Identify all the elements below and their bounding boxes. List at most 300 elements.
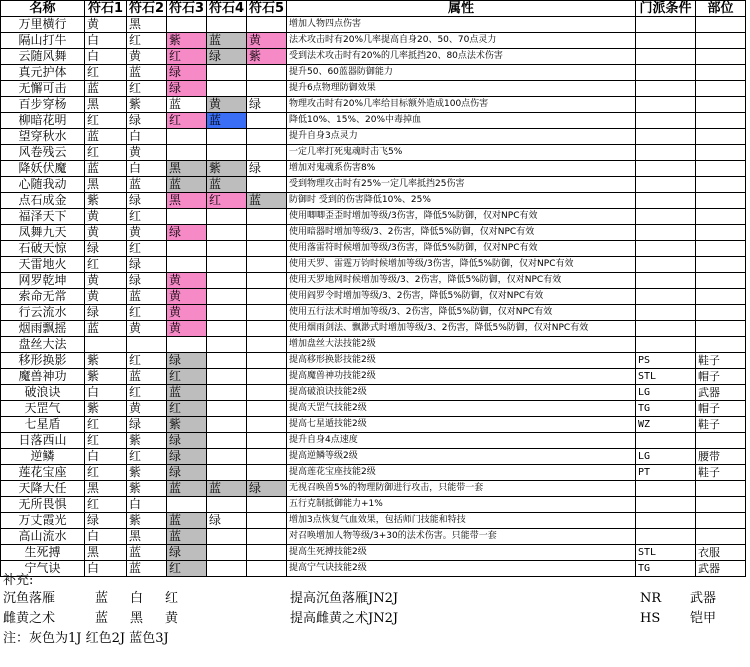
rune-5-cell <box>247 385 287 401</box>
table-row <box>1 17 746 33</box>
rune-4-cell <box>207 273 247 289</box>
rune-5-cell <box>247 241 287 257</box>
rune-2-cell: 红 <box>127 33 167 49</box>
header-rune-1: 符石1 <box>85 1 127 17</box>
rune-1-cell: 紫 <box>85 369 127 385</box>
rune-5-cell: 黄 <box>247 33 287 49</box>
attribute-cell: 增加对鬼魂系伤害8% <box>287 161 636 177</box>
rune-5-cell <box>247 497 287 513</box>
rune-1-cell: 红 <box>85 65 127 81</box>
rune-1-cell: 黄 <box>85 289 127 305</box>
school-requirement-cell: PT <box>636 465 696 481</box>
rune-3-cell: 绿 <box>167 65 207 81</box>
school-requirement-cell <box>636 209 696 225</box>
rune-1-cell: 红 <box>85 113 127 129</box>
table-row <box>1 433 746 449</box>
rune-1-cell: 紫 <box>85 193 127 209</box>
header-school-requirement: 门派条件 <box>636 1 696 17</box>
rune-1-cell: 紫 <box>85 353 127 369</box>
rune-1-cell: 黑 <box>85 481 127 497</box>
slot-cell <box>696 17 746 33</box>
rune-5-cell <box>247 113 287 129</box>
rune-4-cell: 绿 <box>207 513 247 529</box>
rune-set-name: 云随风舞 <box>1 49 85 65</box>
rune-set-name: 七星盾 <box>1 417 85 433</box>
notes-section <box>0 570 750 667</box>
note-1-slot: 武器 <box>690 591 717 606</box>
rune-set-name: 生死搏 <box>1 545 85 561</box>
slot-cell <box>696 113 746 129</box>
rune-1-cell: 蓝 <box>85 81 127 97</box>
note-1-rune-2: 白 <box>130 591 144 606</box>
rune-2-cell: 黑 <box>127 529 167 545</box>
rune-1-cell: 黄 <box>85 273 127 289</box>
slot-cell <box>696 497 746 513</box>
rune-2-cell: 蓝 <box>127 289 167 305</box>
slot-cell: 帽子 <box>696 369 746 385</box>
rune-3-cell: 黑 <box>167 193 207 209</box>
rune-4-cell: 紫 <box>207 161 247 177</box>
note-1-rune-3: 红 <box>165 591 179 606</box>
rune-set-name: 降妖伏魔 <box>1 161 85 177</box>
school-requirement-cell <box>636 193 696 209</box>
rune-5-cell <box>247 273 287 289</box>
rune-3-cell: 蓝 <box>167 529 207 545</box>
rune-3-cell: 红 <box>167 369 207 385</box>
rune-set-name: 天罡气 <box>1 401 85 417</box>
table-row <box>1 241 746 257</box>
rune-1-cell <box>85 337 127 353</box>
rune-3-cell: 蓝 <box>167 481 207 497</box>
rune-4-cell: 蓝 <box>207 177 247 193</box>
school-requirement-cell <box>636 241 696 257</box>
attribute-cell: 无视召唤兽5%的物理防御进行攻击，只能带一套 <box>287 481 636 497</box>
slot-cell <box>696 97 746 113</box>
header-row <box>1 1 746 17</box>
rune-2-cell: 紫 <box>127 481 167 497</box>
rune-4-cell <box>207 257 247 273</box>
rune-set-name: 凤舞九天 <box>1 225 85 241</box>
school-requirement-cell <box>636 129 696 145</box>
school-requirement-cell <box>636 513 696 529</box>
rune-set-name: 日落西山 <box>1 433 85 449</box>
table-row <box>1 385 746 401</box>
rune-2-cell: 绿 <box>127 113 167 129</box>
slot-cell <box>696 129 746 145</box>
rune-5-cell <box>247 417 287 433</box>
rune-4-cell <box>207 81 247 97</box>
slot-cell: 衣服 <box>696 545 746 561</box>
slot-cell <box>696 289 746 305</box>
rune-1-cell: 红 <box>85 465 127 481</box>
rune-4-cell: 绿 <box>207 49 247 65</box>
rune-5-cell <box>247 337 287 353</box>
attribute-cell: 增加盘丝大法技能2级 <box>287 337 636 353</box>
school-requirement-cell: STL <box>636 545 696 561</box>
rune-1-cell: 黑 <box>85 545 127 561</box>
table-row <box>1 177 746 193</box>
rune-3-cell <box>167 241 207 257</box>
attribute-cell: 五行克制抵御能力+1% <box>287 497 636 513</box>
rune-3-cell: 黄 <box>167 289 207 305</box>
rune-2-cell: 绿 <box>127 273 167 289</box>
rune-4-cell <box>207 433 247 449</box>
rune-set-name: 风卷残云 <box>1 145 85 161</box>
rune-3-cell: 蓝 <box>167 513 207 529</box>
school-requirement-cell: TG <box>636 401 696 417</box>
table-row <box>1 465 746 481</box>
table-row <box>1 401 746 417</box>
rune-2-cell: 黄 <box>127 225 167 241</box>
rune-1-cell: 蓝 <box>85 161 127 177</box>
note-2-rune-3: 黄 <box>165 611 179 626</box>
rune-1-cell: 红 <box>85 497 127 513</box>
school-requirement-cell: LG <box>636 385 696 401</box>
rune-3-cell: 黑 <box>167 161 207 177</box>
note-1-name: 沉鱼落雁 <box>3 591 56 606</box>
rune-5-cell <box>247 289 287 305</box>
rune-2-cell: 黄 <box>127 145 167 161</box>
rune-3-cell: 绿 <box>167 449 207 465</box>
school-requirement-cell <box>636 289 696 305</box>
rune-4-cell <box>207 401 247 417</box>
note-2-requirement: HS <box>640 611 661 626</box>
attribute-cell: 增加人物四点伤害 <box>287 17 636 33</box>
rune-set-name: 天雷地火 <box>1 257 85 273</box>
slot-cell: 帽子 <box>696 401 746 417</box>
rune-4-cell: 黄 <box>207 97 247 113</box>
note-2-rune-2: 黑 <box>130 611 144 626</box>
slot-cell <box>696 65 746 81</box>
rune-3-cell: 紫 <box>167 417 207 433</box>
rune-5-cell: 紫 <box>247 49 287 65</box>
table-row <box>1 289 746 305</box>
rune-1-cell: 白 <box>85 33 127 49</box>
rune-3-cell: 红 <box>167 401 207 417</box>
school-requirement-cell <box>636 529 696 545</box>
rune-4-cell <box>207 497 247 513</box>
rune-5-cell <box>247 145 287 161</box>
rune-5-cell <box>247 17 287 33</box>
slot-cell <box>696 145 746 161</box>
table-row <box>1 513 746 529</box>
rune-2-cell <box>127 337 167 353</box>
school-requirement-cell <box>636 113 696 129</box>
rune-4-cell <box>207 225 247 241</box>
rune-5-cell <box>247 257 287 273</box>
school-requirement-cell <box>636 81 696 97</box>
rune-5-cell <box>247 465 287 481</box>
slot-cell <box>696 81 746 97</box>
rune-5-cell <box>247 433 287 449</box>
rune-4-cell <box>207 129 247 145</box>
attribute-cell: 提升50、60蓝器防御能力 <box>287 65 636 81</box>
slot-cell <box>696 305 746 321</box>
rune-2-cell: 红 <box>127 353 167 369</box>
rune-1-cell: 蓝 <box>85 129 127 145</box>
school-requirement-cell <box>636 497 696 513</box>
rune-4-cell <box>207 65 247 81</box>
rune-set-name: 点石成金 <box>1 193 85 209</box>
attribute-cell: 提升6点物理防御效果 <box>287 81 636 97</box>
attribute-cell: 使用阎罗令时增加等级/3、2伤害，降低5%防御，仅对NPC有效 <box>287 289 636 305</box>
slot-cell <box>696 481 746 497</box>
rune-2-cell: 绿 <box>127 257 167 273</box>
attribute-cell: 使用五行法术时增加等级/3、2伤害，降低5%防御，仅对NPC有效 <box>287 305 636 321</box>
attribute-cell: 物理攻击时有20%几率给目标额外造成100点伤害 <box>287 97 636 113</box>
attribute-cell: 降低10%、15%、20%中毒掉血 <box>287 113 636 129</box>
rune-3-cell <box>167 257 207 273</box>
rune-4-cell <box>207 385 247 401</box>
rune-4-cell <box>207 545 247 561</box>
rune-2-cell: 黑 <box>127 17 167 33</box>
rune-1-cell: 白 <box>85 385 127 401</box>
rune-3-cell <box>167 17 207 33</box>
attribute-cell: 使用暗器时增加等级/3、2伤害，降低5%防御，仅对NPC有效 <box>287 225 636 241</box>
rune-2-cell: 蓝 <box>127 65 167 81</box>
school-requirement-cell <box>636 65 696 81</box>
rune-2-cell: 白 <box>127 161 167 177</box>
rune-set-name: 望穿秋水 <box>1 129 85 145</box>
attribute-cell: 对召唤增加人物等级/3+30的法术伤害。只能带一套 <box>287 529 636 545</box>
school-requirement-cell <box>636 49 696 65</box>
attribute-cell: 提高七星遁技能2级 <box>287 417 636 433</box>
rune-5-cell <box>247 209 287 225</box>
rune-4-cell <box>207 465 247 481</box>
header-rune-4: 符石4 <box>207 1 247 17</box>
header-rune-3: 符石3 <box>167 1 207 17</box>
rune-set-name: 行云流水 <box>1 305 85 321</box>
table-row <box>1 49 746 65</box>
rune-3-cell: 绿 <box>167 433 207 449</box>
rune-4-cell <box>207 417 247 433</box>
rune-set-name: 高山流水 <box>1 529 85 545</box>
header-slot: 部位 <box>696 1 746 17</box>
rune-3-cell <box>167 209 207 225</box>
rune-4-cell <box>207 209 247 225</box>
rune-2-cell: 紫 <box>127 433 167 449</box>
rune-1-cell: 黄 <box>85 17 127 33</box>
slot-cell <box>696 513 746 529</box>
rune-2-cell: 蓝 <box>127 369 167 385</box>
rune-2-cell: 白 <box>127 129 167 145</box>
rune-3-cell: 黄 <box>167 273 207 289</box>
attribute-cell: 使用天罗、雷霆万钧时候增加等级/3伤害，降低5%防御，仅对NPC有效 <box>287 257 636 273</box>
rune-4-cell <box>207 305 247 321</box>
table-row <box>1 529 746 545</box>
slot-cell: 武器 <box>696 385 746 401</box>
slot-cell <box>696 433 746 449</box>
rune-4-cell <box>207 449 247 465</box>
slot-cell <box>696 193 746 209</box>
rune-4-cell <box>207 321 247 337</box>
rune-set-name: 福泽天下 <box>1 209 85 225</box>
school-requirement-cell: LG <box>636 449 696 465</box>
rune-2-cell: 红 <box>127 81 167 97</box>
attribute-cell: 使用天罗地网时候增加等级/3、2伤害，降低5%防御，仅对NPC有效 <box>287 273 636 289</box>
table-row <box>1 481 746 497</box>
table-row <box>1 417 746 433</box>
rune-2-cell: 紫 <box>127 97 167 113</box>
rune-4-cell <box>207 529 247 545</box>
note-1-requirement: NR <box>640 591 662 606</box>
school-requirement-cell <box>636 433 696 449</box>
rune-1-cell: 黑 <box>85 177 127 193</box>
table-row <box>1 337 746 353</box>
header-attribute: 属性 <box>287 1 636 17</box>
school-requirement-cell <box>636 177 696 193</box>
rune-1-cell: 白 <box>85 449 127 465</box>
attribute-cell: 使用落雷符时候增加等级/3伤害，降低5%防御，仅对NPC有效 <box>287 241 636 257</box>
rune-3-cell <box>167 497 207 513</box>
rune-1-cell: 紫 <box>85 401 127 417</box>
slot-cell <box>696 33 746 49</box>
slot-cell <box>696 225 746 241</box>
rune-set-name: 索命无常 <box>1 289 85 305</box>
rune-1-cell: 黄 <box>85 209 127 225</box>
slot-cell <box>696 273 746 289</box>
rune-3-cell: 红 <box>167 113 207 129</box>
attribute-cell: 提高移形换影技能2级 <box>287 353 636 369</box>
rune-5-cell <box>247 305 287 321</box>
rune-2-cell: 绿 <box>127 417 167 433</box>
rune-5-cell <box>247 401 287 417</box>
rune-4-cell <box>207 337 247 353</box>
school-requirement-cell <box>636 33 696 49</box>
note-2-name: 雌黄之术 <box>3 611 56 626</box>
table-row <box>1 145 746 161</box>
table-row <box>1 353 746 369</box>
rune-2-cell: 黄 <box>127 321 167 337</box>
table-row <box>1 305 746 321</box>
attribute-cell: 提高天罡气技能2级 <box>287 401 636 417</box>
rune-set-name: 无懈可击 <box>1 81 85 97</box>
rune-3-cell: 黄 <box>167 321 207 337</box>
table-row <box>1 129 746 145</box>
rune-3-cell: 绿 <box>167 465 207 481</box>
table-row <box>1 369 746 385</box>
rune-3-cell: 绿 <box>167 81 207 97</box>
rune-5-cell <box>247 369 287 385</box>
rune-1-cell: 白 <box>85 529 127 545</box>
rune-set-name: 无所畏惧 <box>1 497 85 513</box>
rune-set-name: 真元护体 <box>1 65 85 81</box>
attribute-cell: 提高破浪诀技能2级 <box>287 385 636 401</box>
rune-3-cell: 绿 <box>167 545 207 561</box>
slot-cell <box>696 321 746 337</box>
attribute-cell: 提高魔兽神功技能2级 <box>287 369 636 385</box>
rune-set-name: 移形换影 <box>1 353 85 369</box>
rune-5-cell <box>247 545 287 561</box>
rune-2-cell: 黄 <box>127 401 167 417</box>
rune-set-name: 万丈霞光 <box>1 513 85 529</box>
school-requirement-cell <box>636 17 696 33</box>
rune-1-cell: 黑 <box>85 97 127 113</box>
attribute-cell: 提高生死搏技能2级 <box>287 545 636 561</box>
rune-set-name: 石破天惊 <box>1 241 85 257</box>
rune-3-cell: 蓝 <box>167 97 207 113</box>
rune-3-cell: 红 <box>167 49 207 65</box>
rune-3-cell: 红 <box>167 561 207 577</box>
rune-3-cell: 蓝 <box>167 177 207 193</box>
attribute-cell: 一定几率打死鬼魂时击飞5% <box>287 145 636 161</box>
rune-1-cell: 白 <box>85 49 127 65</box>
note-1-effect: 提高沉鱼落雁JN2J <box>290 591 399 606</box>
rune-2-cell: 紫 <box>127 465 167 481</box>
rune-5-cell: 绿 <box>247 481 287 497</box>
table-row <box>1 545 746 561</box>
school-requirement-cell: PS <box>636 353 696 369</box>
rune-set-name: 百步穿杨 <box>1 97 85 113</box>
rune-4-cell: 红 <box>207 193 247 209</box>
rune-2-cell: 红 <box>127 209 167 225</box>
rune-5-cell <box>247 81 287 97</box>
table-row <box>1 321 746 337</box>
attribute-cell: 提高逆鳞等级2级 <box>287 449 636 465</box>
rune-5-cell <box>247 513 287 529</box>
slot-cell <box>696 177 746 193</box>
attribute-cell: 法术攻击时有20%几率提高自身20、50、70点灵力 <box>287 33 636 49</box>
school-requirement-cell <box>636 97 696 113</box>
attribute-cell: 增加3点恢复气血效果，包括师门技能和特技 <box>287 513 636 529</box>
rune-4-cell <box>207 289 247 305</box>
attribute-cell: 提高宁气诀技能2级 <box>287 561 636 577</box>
color-legend: 注：灰色为1J 红色2J 蓝色3J <box>3 631 169 646</box>
table-row <box>1 97 746 113</box>
slot-cell: 鞋子 <box>696 353 746 369</box>
rune-2-cell: 红 <box>127 305 167 321</box>
rune-2-cell: 绿 <box>127 193 167 209</box>
slot-cell: 腰带 <box>696 449 746 465</box>
table-row <box>1 225 746 241</box>
rune-set-name: 宁气诀 <box>1 561 85 577</box>
attribute-cell: 提升自身4点速度 <box>287 433 636 449</box>
rune-set-name: 烟雨飘摇 <box>1 321 85 337</box>
slot-cell <box>696 257 746 273</box>
rune-5-cell: 绿 <box>247 161 287 177</box>
note-1-rune-1: 蓝 <box>95 591 109 606</box>
rune-1-cell: 蓝 <box>85 321 127 337</box>
rune-5-cell <box>247 65 287 81</box>
rune-2-cell: 红 <box>127 449 167 465</box>
table-row <box>1 193 746 209</box>
slot-cell: 武器 <box>696 561 746 577</box>
rune-2-cell: 红 <box>127 241 167 257</box>
rune-2-cell: 紫 <box>127 513 167 529</box>
rune-4-cell <box>207 145 247 161</box>
rune-1-cell: 红 <box>85 433 127 449</box>
rune-set-name: 魔兽神功 <box>1 369 85 385</box>
rune-4-cell: 蓝 <box>207 33 247 49</box>
rune-4-cell <box>207 353 247 369</box>
school-requirement-cell <box>636 161 696 177</box>
table-row <box>1 81 746 97</box>
rune-2-cell: 蓝 <box>127 545 167 561</box>
rune-4-cell: 蓝 <box>207 113 247 129</box>
slot-cell <box>696 529 746 545</box>
rune-5-cell <box>247 321 287 337</box>
school-requirement-cell: WZ <box>636 417 696 433</box>
school-requirement-cell <box>636 321 696 337</box>
rune-3-cell: 绿 <box>167 225 207 241</box>
rune-5-cell: 绿 <box>247 97 287 113</box>
table-row <box>1 209 746 225</box>
attribute-cell: 提升自身3点灵力 <box>287 129 636 145</box>
header-rune-5: 符石5 <box>247 1 287 17</box>
school-requirement-cell <box>636 337 696 353</box>
table-row <box>1 161 746 177</box>
table-row <box>1 65 746 81</box>
